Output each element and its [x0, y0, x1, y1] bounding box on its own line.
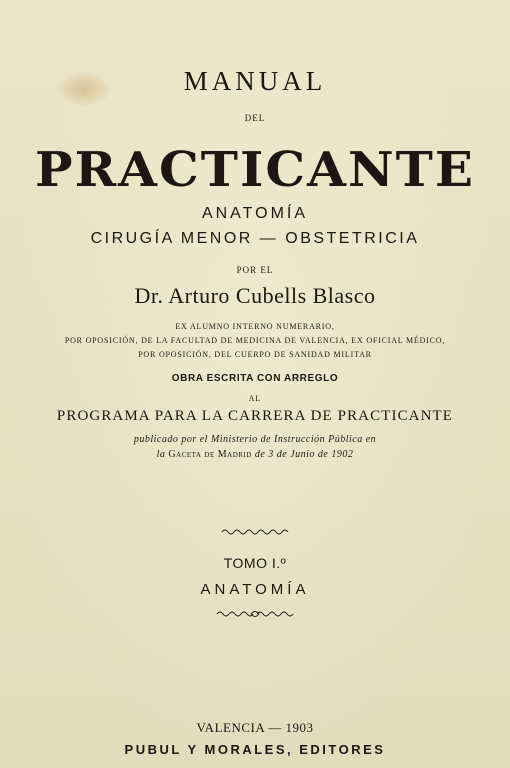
credential-line: POR OPOSICIÓN, DEL CUERPO DE SANIDAD MILITAR	[138, 350, 372, 359]
published-pre: la	[156, 449, 169, 460]
gaceta-name: Gaceta de Madrid	[168, 449, 252, 460]
wavy-ornament	[0, 608, 510, 620]
obra-line: OBRA ESCRITA CON ARREGLO	[171, 373, 339, 384]
title-practicante: PRACTICANTE	[35, 141, 475, 198]
credential-line: POR OPOSICIÓN, DE LA FACULTAD DE MEDICINA DE VALENCIA, EX OFICIAL MÉDICO,	[64, 336, 446, 345]
published-post: de 3 de Junio de 1902	[251, 449, 354, 460]
author-name: Dr. Arturo Cubells Blasco	[134, 283, 376, 308]
subject-others: CIRUGÍA MENOR — OBSTETRICIA	[90, 230, 420, 247]
published-line-2	[0, 449, 510, 460]
city-year: VALENCIA — 1903	[196, 720, 314, 735]
al-line: AL	[248, 394, 262, 403]
byline-por-el: POR EL	[236, 265, 274, 275]
programa-line: PROGRAMA PARA LA CARRERA DE PRACTICANTE	[56, 408, 454, 424]
title-del: DEL	[244, 113, 266, 123]
publisher: PUBUL Y MORALES, EDITORES	[124, 742, 386, 757]
volume-number: TOMO I.º	[223, 555, 287, 571]
subject-anatomia: ANATOMÍA	[201, 205, 309, 222]
title-manual: MANUAL	[183, 66, 327, 96]
volume-name: ANATOMÍA	[200, 581, 310, 598]
published-line-1: publicado por el Ministerio de Instrucción Pública en	[133, 434, 377, 445]
credential-line: EX ALUMNO INTERNO NUMERARIO,	[175, 322, 335, 331]
wavy-ornament	[0, 527, 510, 537]
